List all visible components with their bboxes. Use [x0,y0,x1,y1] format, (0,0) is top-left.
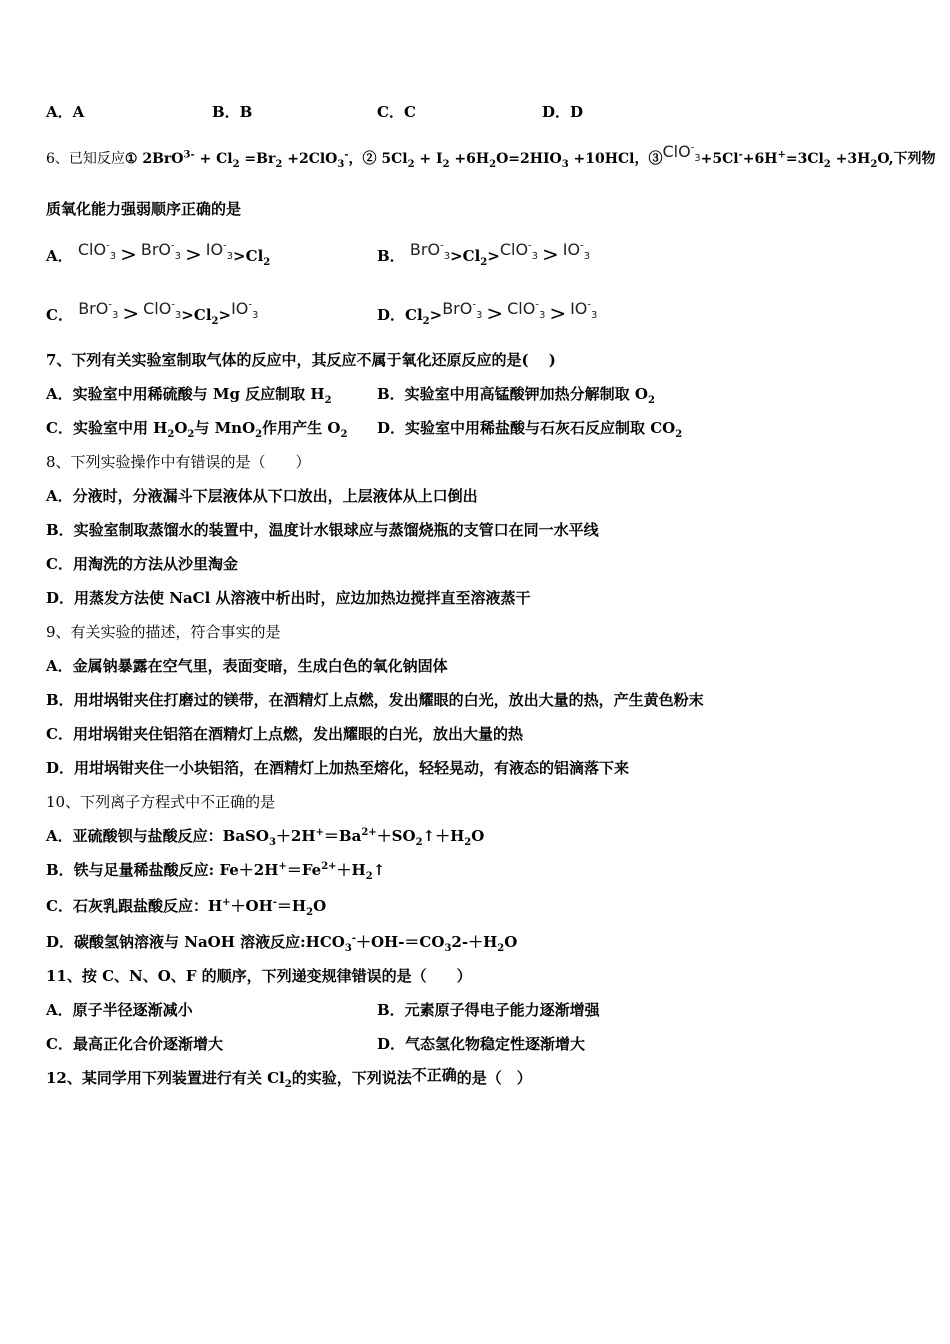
q6-option-b: B． $BrO^-_3>Cl_2>ClO^-_3 > IO^-_3$ [377,240,591,268]
q8-option-a: A．分液时，分液漏斗下层液体从下口放出，上层液体从上口倒出 [46,487,478,505]
q9-option-b: B．用坩埚钳夹住打磨过的镁带，在酒精灯上点燃，发出耀眼的白光，放出大量的热，产生黄色粉末 [46,691,704,709]
clo3-ion: ClO-$_3$ [662,142,701,165]
q11-option-d: D．气态氢化物稳定性逐渐增大 [377,1035,586,1053]
q10-stem: 10、下列离子方程式中不正确的是 [46,793,276,811]
q8-option-d: D．用蒸发方法使 NaCl 从溶液中析出时，应边加热边搅拌直至溶液蒸干 [46,589,531,607]
q10-option-a: A．亚硫酸钡与盐酸反应：$BaSO_3+2H^+=Ba^{2+}+SO_2↑+H_2O$ [46,827,485,848]
q11-option-b: B．元素原子得电子能力逐渐增强 [377,1001,600,1019]
q7-option-d: D．实验室中用稀盐酸与石灰石反应制取 $CO_2$ [377,419,683,440]
q11-stem: 11、按 C、N、O、F 的顺序，下列递变规律错误的是（ ） [46,967,472,985]
q7-option-a: A．实验室中用稀硫酸与 Mg 反应制取 $H_2$ [46,385,332,406]
q6-option-c: C． $BrO^-_3 > ClO^-_3>Cl_2>IO^-_3$ [46,299,259,327]
q8-option-c: C．用淘洗的方法从沙里淘金 [46,555,238,573]
q5-option-a: A．A [46,103,85,121]
q7-option-c: C．实验室中用 $H_2O_2$与 MnO$_2$作用产生 $O_2$ [46,419,348,440]
q10-option-c: C．石灰乳跟盐酸反应：$H^++OH^-=H_2O$ [46,897,327,918]
q5-option-d: D．D [542,103,584,121]
q6-option-d: D．$Cl_2>BrO^-_3 > ClO^-_3 > IO^-_3$ [377,299,598,327]
q10-option-b: B．铁与足量稀盐酸反应: $Fe+2H^+=Fe^{2+}+H_2↑$ [46,861,386,882]
q11-option-c: C．最高正化合价逐渐增大 [46,1035,223,1053]
q6-option-a: A． $ClO^-_3 > BrO^-_3 > IO^-_3>Cl_2$ [46,240,271,268]
q9-option-a: A．金属钠暴露在空气里，表面变暗，生成白色的氧化钠固体 [46,657,448,675]
q6-stem: 6、已知反应① $2BrO^{3-} + Cl_2 =Br_2 +2ClO_3^-$，② $5Cl_2 + I_2 +6H_2O=2HIO_3 +10HCl$，$③ClO^-_3+5Cl^-+6H^+=3Cl_2 +3H_2O$,下列物 [46,142,936,170]
q8-stem: 8、下列实验操作中有错误的是（ ） [46,453,311,471]
q5-option-b: B．B [212,103,253,121]
q8-option-b: B．实验室制取蒸馏水的装置中，温度计水银球应与蒸馏烧瓶的支管口在同一水平线 [46,521,599,539]
q9-stem: 9、有关实验的描述，符合事实的是 [46,623,281,641]
q11-option-a: A．原子半径逐渐减小 [46,1001,193,1019]
q7-option-b: B．实验室中用高锰酸钾加热分解制取 $O_2$ [377,385,655,406]
q12-stem: 12、某同学用下列装置进行有关 $Cl_2$的实验，下列说法不正确的是（ ） [46,1066,532,1090]
q9-option-d: D．用坩埚钳夹住一小块铝箔，在酒精灯上加热至熔化，轻轻晃动，有液态的铝滴落下来 [46,759,630,777]
q5-option-c: C．C [377,103,416,121]
q10-option-d: D．碳酸氢钠溶液与 NaOH 溶液反应$:HCO_3^-+OH-=CO_32-+H_2O$ [46,933,518,954]
q7-stem: 7、下列有关实验室制取气体的反应中，其反应不属于氧化还原反应的是( ) [46,351,556,369]
q6-stem-line2: 质氧化能力强弱顺序正确的是 [46,200,242,218]
q9-option-c: C．用坩埚钳夹住铝箔在酒精灯上点燃，发出耀眼的白光，放出大量的热 [46,725,523,743]
